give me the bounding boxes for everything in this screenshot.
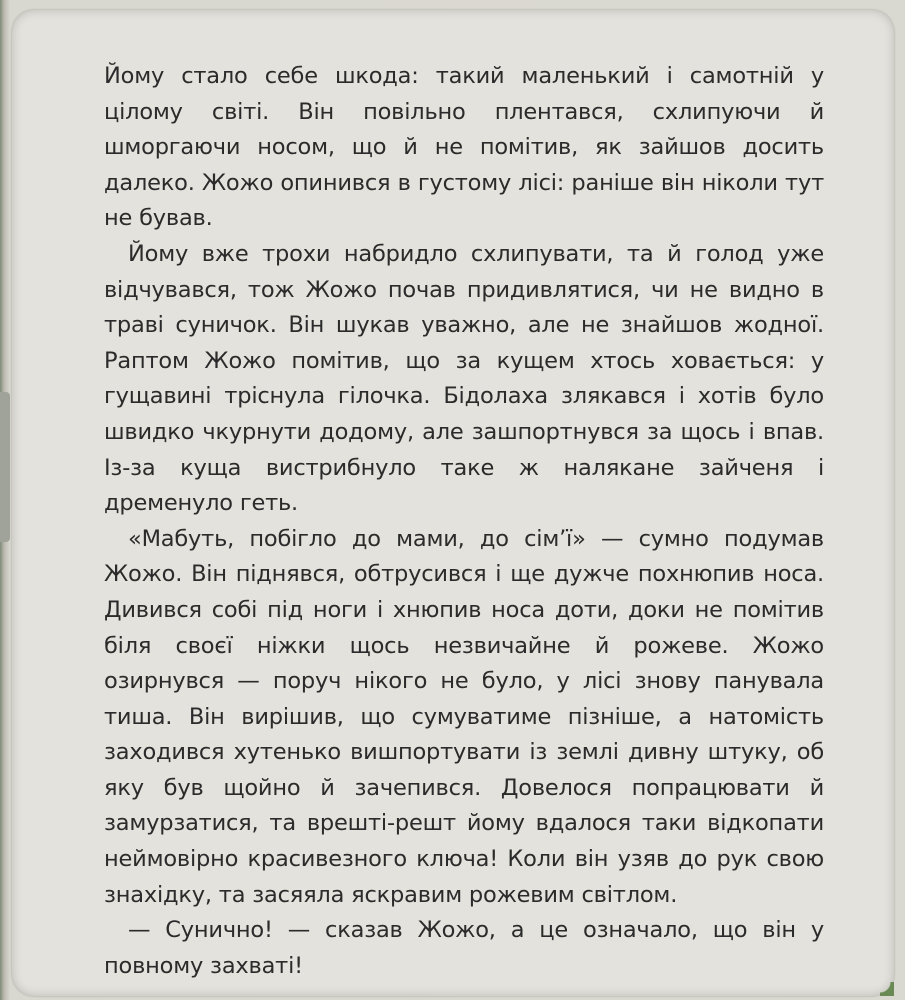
paragraph-3: «Мабуть, побігло до мами, до сім’ї» — сумно подумав Жожо. Він піднявся, обтрусився і ще дужче похнюпив носа. Дивився собі під ноги і хнюпив носа доти, доки не помітив біля своєї ніжки щось незвичайне й рожеве. Жожо озирнувся — поруч нікого не було, у лісі знову панувала тиша. Він вирішив, що сумуватиме пізніше, а натомість заходився хутенько вишпортувати із землі дивну штуку, об яку був щойно й зачепився. Довелося попрацювати й замурзатися, та врешті-решт йому вдалося таки відкопати неймовірно красивезного ключа! Коли він узяв до рук свою знахідку, та засяяла яскравим рожевим світлом.	[104, 525, 824, 908]
paragraph-4: — Сунично! — сказав Жожо, а це означало, що він у повному захваті!	[104, 917, 824, 979]
paragraph-1: Йому стало себе шкода: такий маленький і самотній у цілому світі. Він повільно плентався, схлипуючи й шморгаючи носом, що й не помітив, як зайшов досить далеко. Жожо опинився в густому лісі: раніше він ніколи тут не бував.	[104, 63, 824, 232]
page-corner-accent	[880, 982, 894, 996]
paragraph-2: Йому вже трохи набридло схлипувати, та й голод уже відчувався, тож Жожо почав придивлятися, чи не видно в траві суничок. Він шукав уважно, але не знайшов жодної. Раптом Жожо помітив, що за кущем хтось ховається: у гущавині тріснула гілочка. Бідолаха злякався і хотів було швидко чкурнути додому, але зашпортнувся за щось і впав. Із-за куща вистрибнуло таке ж налякане зайченя і дременуло геть.	[104, 240, 824, 517]
story-text	[104, 59, 824, 984]
book-edge-tab	[0, 392, 10, 542]
